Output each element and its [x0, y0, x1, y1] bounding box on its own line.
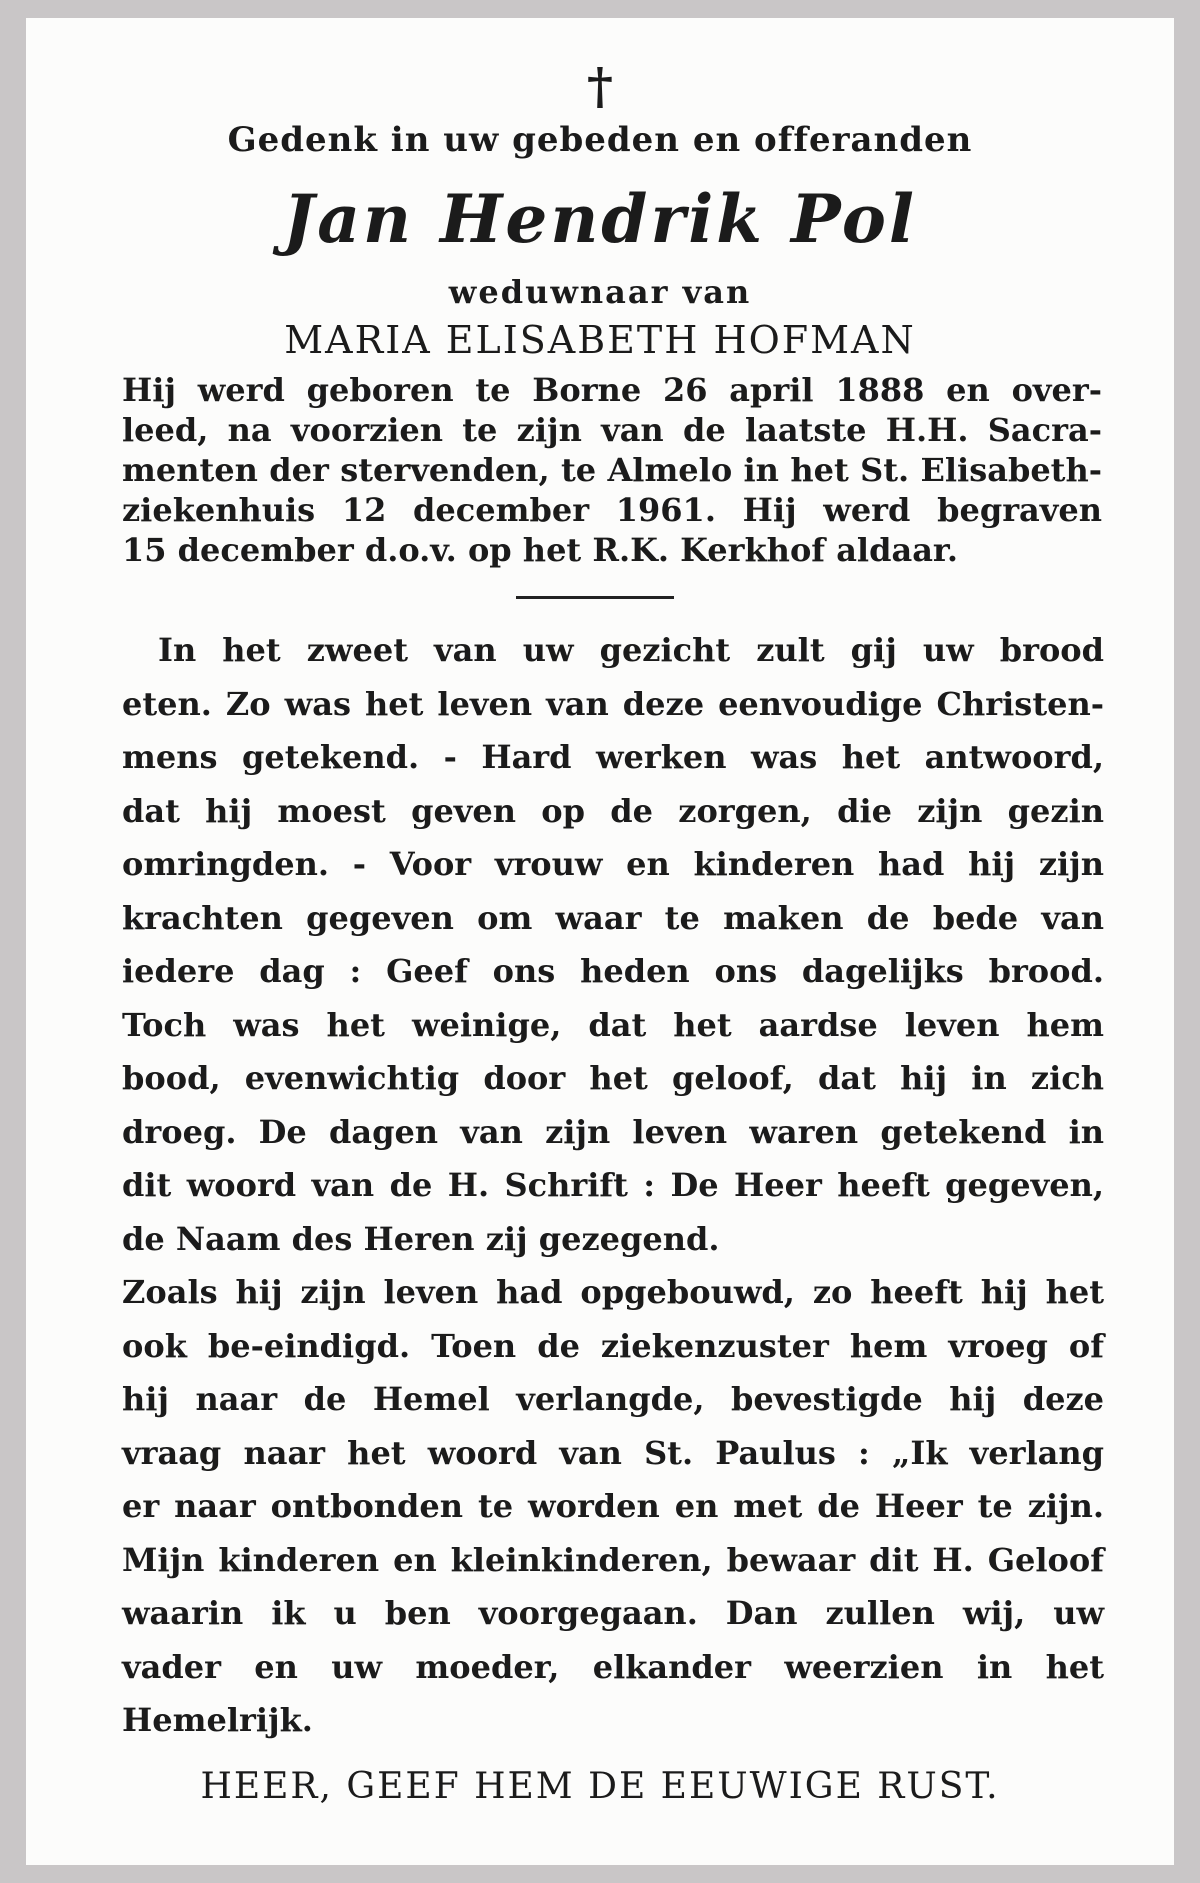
- text-line: de Naam des Heren zij gezegend.: [122, 1219, 720, 1258]
- text-line: ook be-eindigd. Toen de ziekenzuster hem vroeg of: [122, 1326, 1104, 1365]
- text-line: mens getekend. - Hard werken was het antwoord,: [122, 738, 1104, 776]
- biography-line: leed, na voorzien te zijn van de laatste H.H. Sacra-: [122, 411, 1102, 449]
- text-line: Toch was het weinige, dat het aardse leven hem: [122, 1005, 1104, 1044]
- spouse-name: MARIA ELISABETH HOFMAN: [284, 318, 916, 362]
- text-line: Zoals hij zijn leven had opgebouwd, zo heeft hij het: [122, 1273, 1104, 1311]
- memorial-text: [122, 624, 1104, 1748]
- deceased-name: Jan Hendrik Pol: [283, 180, 917, 258]
- divider: [516, 596, 674, 599]
- text-line: waarin ik u ben voorgegaan. Dan zullen wij, uw: [122, 1594, 1104, 1632]
- biography: [122, 370, 1102, 570]
- text-line: dat hij moest geven op de zorgen, die zijn gezin: [122, 791, 1104, 830]
- text-line: krachten gegeven om waar te maken de bede van: [122, 898, 1104, 937]
- intro-line: Gedenk in uw gebeden en offeranden: [227, 120, 973, 160]
- text-line: iedere dag : Geef ons heden ons dagelijks brood.: [122, 952, 1104, 990]
- biography-line: Hij werd geboren te Borne 26 april 1888 en over-: [122, 371, 1102, 409]
- text-line: In het zweet van uw gezicht zult gij uw brood: [158, 631, 1104, 669]
- biography-line: ziekenhuis 12 december 1961. Hij werd begraven: [122, 491, 1102, 529]
- memorial-card: [26, 18, 1174, 1865]
- text-line: hij naar de Hemel verlangde, bevestigde hij deze: [122, 1380, 1104, 1418]
- biography-line: menten der stervenden, te Almelo in het St. Elisabeth-: [122, 451, 1102, 489]
- biography-line: 15 december d.o.v. op het R.K. Kerkhof aldaar.: [122, 531, 958, 569]
- widower-line: weduwnaar van: [448, 273, 752, 311]
- cross-icon: †: [586, 56, 614, 115]
- text-line: vraag naar het woord van St. Paulus : „Ik verlang: [122, 1433, 1104, 1472]
- text-line: er naar ontbonden te worden en met de Heer te zijn.: [122, 1487, 1104, 1525]
- text-line: omringden. - Voor vrouw en kinderen had hij zijn: [122, 845, 1104, 883]
- text-line: dit woord van de H. Schrift : De Heer heeft gegeven,: [122, 1166, 1104, 1204]
- text-line: eten. Zo was het leven van deze eenvoudige Christen-: [122, 684, 1104, 723]
- text-line: Hemelrijk.: [122, 1701, 313, 1739]
- text-line: bood, evenwichtig door het geloof, dat hij in zich: [122, 1059, 1104, 1097]
- closing-prayer: HEER, GEEF HEM DE EEUWIGE RUST.: [200, 1766, 1000, 1807]
- text-line: droeg. De dagen van zijn leven waren getekend in: [122, 1112, 1104, 1151]
- text-line: Mijn kinderen en kleinkinderen, bewaar dit H. Geloof: [122, 1540, 1104, 1579]
- text-line: vader en uw moeder, elkander weerzien in het: [122, 1647, 1104, 1686]
